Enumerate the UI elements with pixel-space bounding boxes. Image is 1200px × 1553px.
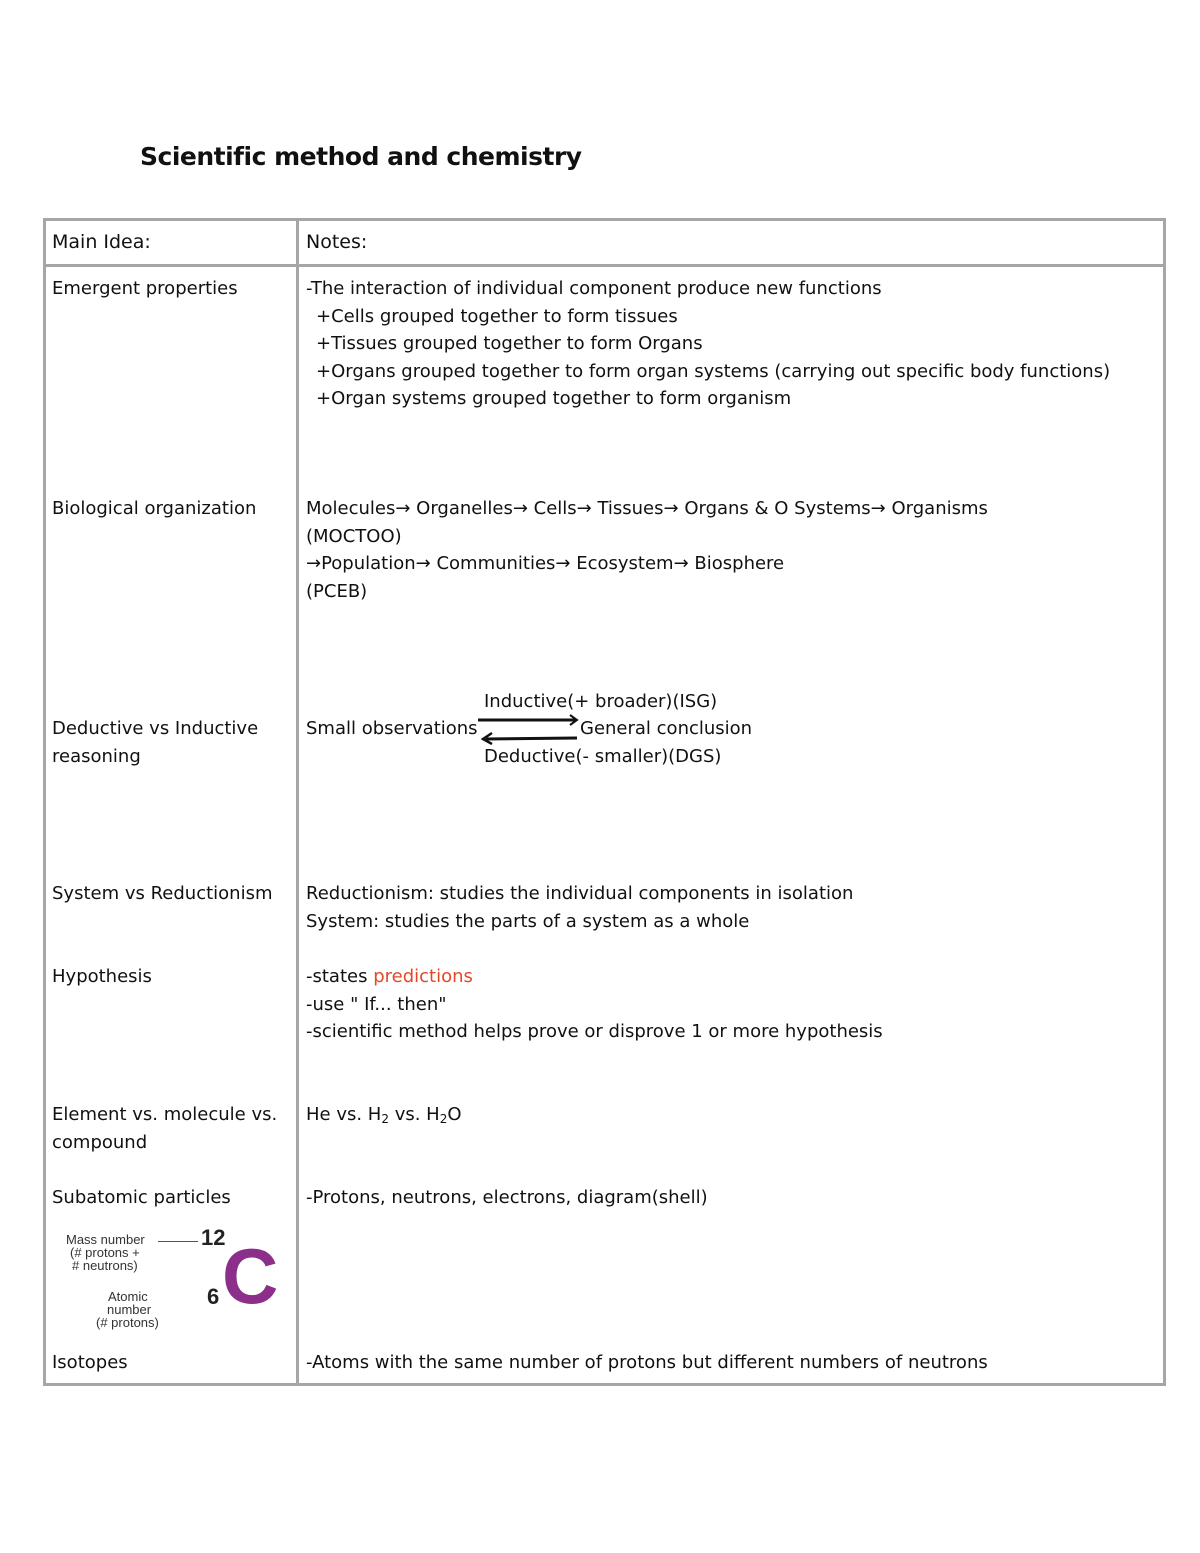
idea-line: compound bbox=[52, 1131, 148, 1153]
mass-number-label: # neutrons) bbox=[72, 1258, 138, 1273]
reasoning-arrows bbox=[474, 712, 584, 748]
note-line: -scientific method helps prove or disprove 1 or more hypothesis bbox=[306, 1021, 883, 1042]
carbon-atom-diagram bbox=[62, 1225, 287, 1335]
carbon-symbol: C bbox=[222, 1232, 279, 1320]
page-title: Scientific method and chemistry bbox=[140, 142, 582, 171]
general-conclusion: General conclusion bbox=[580, 718, 753, 739]
small-observations: Small observations bbox=[306, 718, 478, 739]
notes-bio-org bbox=[306, 495, 988, 605]
note-line: +Cells grouped together to form tissues bbox=[316, 305, 678, 327]
idea-line: Deductive vs Inductive bbox=[52, 718, 259, 739]
idea-isotopes: Isotopes bbox=[52, 1352, 128, 1373]
formula-text: vs. H bbox=[388, 1104, 440, 1125]
idea-line: reasoning bbox=[52, 745, 141, 767]
note-text: -states bbox=[306, 966, 374, 987]
notes-system bbox=[306, 880, 853, 935]
idea-emergent: Emergent properties bbox=[52, 278, 238, 299]
idea-element bbox=[52, 1101, 277, 1156]
mass-number-label: (# protons + bbox=[70, 1245, 140, 1260]
note-line: -use " If... then" bbox=[306, 993, 447, 1015]
note-line: +Organs grouped together to form organ systems (carrying out specific body functions) bbox=[316, 360, 1111, 382]
deductive-label: Deductive(- smaller)(DGS) bbox=[484, 746, 722, 767]
header-notes: Notes: bbox=[306, 231, 368, 253]
idea-bio-org: Biological organization bbox=[52, 498, 257, 519]
formula-text: O bbox=[447, 1104, 462, 1125]
atomic-number-label: (# protons) bbox=[96, 1315, 159, 1330]
formula-text: He vs. H bbox=[306, 1104, 382, 1125]
note-line: System: studies the parts of a system as a whole bbox=[306, 910, 750, 932]
notes-hypothesis bbox=[306, 963, 883, 1046]
column-divider bbox=[296, 218, 299, 1386]
note-line: +Tissues grouped together to form Organs bbox=[316, 333, 703, 354]
atomic-number-label: Atomic bbox=[108, 1289, 148, 1304]
atomic-number-label: number bbox=[107, 1302, 152, 1317]
notes-subatomic: -Protons, neutrons, electrons, diagram(shell) bbox=[306, 1187, 708, 1208]
note-line bbox=[306, 963, 883, 991]
deductive-arrow bbox=[486, 738, 577, 739]
note-line: (PCEB) bbox=[306, 580, 368, 602]
header-main-idea: Main Idea: bbox=[52, 231, 151, 253]
subscript: 2 bbox=[439, 1112, 448, 1126]
note-line: (MOCTOO) bbox=[306, 525, 402, 547]
idea-deductive bbox=[52, 715, 258, 770]
highlight-predictions: predictions bbox=[373, 966, 473, 987]
notes-emergent bbox=[306, 275, 1110, 413]
idea-line: Element vs. molecule vs. bbox=[52, 1104, 278, 1125]
mass-number: 12 bbox=[201, 1225, 226, 1250]
idea-subatomic: Subatomic particles bbox=[52, 1187, 231, 1208]
inductive-label: Inductive(+ broader)(ISG) bbox=[484, 691, 718, 712]
note-line: Reductionism: studies the individual components in isolation bbox=[306, 883, 854, 904]
atomic-number: 6 bbox=[207, 1284, 220, 1309]
note-line: +Organ systems grouped together to form organism bbox=[316, 388, 792, 409]
subscript: 2 bbox=[381, 1112, 389, 1126]
notes-isotopes: -Atoms with the same number of protons but different numbers of neutrons bbox=[306, 1352, 988, 1373]
notes-element bbox=[306, 1101, 462, 1129]
header-divider bbox=[43, 264, 1166, 267]
idea-hypothesis: Hypothesis bbox=[52, 966, 152, 987]
idea-system: System vs Reductionism bbox=[52, 883, 273, 904]
note-line: →Population→ Communities→ Ecosystem→ Biosphere bbox=[306, 553, 785, 574]
note-line: -The interaction of individual component produce new functions bbox=[306, 278, 882, 299]
mass-leader-line bbox=[158, 1241, 198, 1242]
note-line: Molecules→ Organelles→ Cells→ Tissues→ Organs & O Systems→ Organisms bbox=[306, 498, 988, 519]
mass-number-label: Mass number bbox=[66, 1232, 145, 1247]
